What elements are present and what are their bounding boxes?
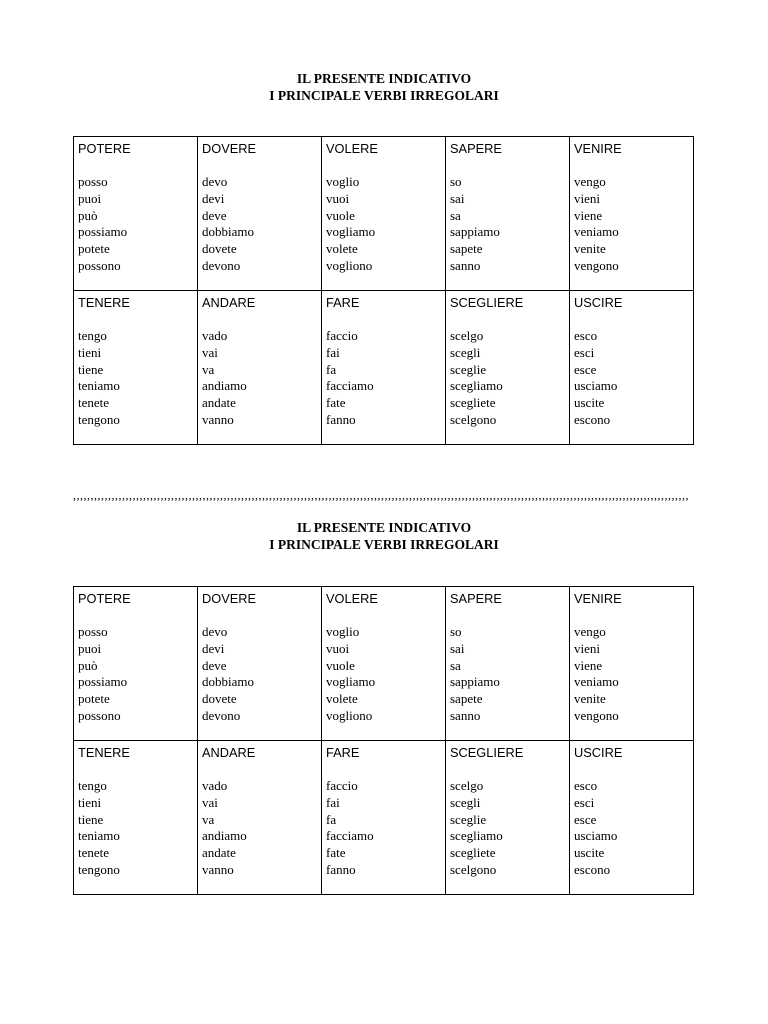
conjugated-form: dovete [202, 241, 237, 257]
verb-cell [198, 137, 322, 291]
conjugated-form: venite [574, 241, 606, 257]
verb-infinitive: ANDARE [202, 295, 256, 310]
verb-cell [198, 587, 322, 741]
verb-cell [198, 291, 322, 445]
conjugated-form: devono [202, 707, 241, 723]
verb-table-2 [73, 586, 694, 895]
conjugated-form: possono [78, 707, 121, 723]
conjugated-form: vogliono [326, 257, 373, 273]
conjugated-form: vanno [202, 411, 234, 427]
conjugated-form: viene [574, 657, 603, 673]
conjugated-form: andate [202, 395, 236, 411]
verb-cell [322, 587, 446, 741]
conjugated-form: fanno [326, 861, 356, 877]
conjugated-form: faccio [326, 328, 358, 343]
conjugated-form: uscite [574, 395, 605, 411]
conjugated-form: escono [574, 861, 611, 877]
verb-cell [74, 137, 198, 291]
conjugated-form: esce [574, 811, 597, 827]
conjugated-form: vengo [574, 174, 606, 189]
conjugated-form: veniamo [574, 674, 619, 690]
conjugated-form: devo [202, 624, 228, 639]
conjugated-form: possono [78, 257, 121, 273]
verb-infinitive: SCEGLIERE [450, 295, 524, 310]
title-line-2: I PRINCIPALE VERBI IRREGOLARI [269, 537, 499, 552]
conjugated-form: tiene [78, 361, 104, 377]
conjugated-form: va [202, 361, 215, 377]
verb-cell [570, 741, 694, 895]
conjugated-form: posso [78, 624, 108, 639]
conjugated-form: puoi [78, 640, 102, 656]
conjugated-form: vuole [326, 207, 355, 223]
verb-cell [570, 291, 694, 445]
conjugated-form: può [78, 657, 98, 673]
conjugated-form: sappiamo [450, 674, 500, 690]
verb-cell [446, 741, 570, 895]
conjugated-form: vanno [202, 861, 234, 877]
conjugated-form: tengo [78, 778, 107, 793]
verb-table-body [74, 137, 694, 445]
verb-infinitive: SAPERE [450, 591, 502, 606]
verb-infinitive: USCIRE [574, 295, 623, 310]
conjugated-form: vado [202, 328, 228, 343]
conjugated-form: voglio [326, 624, 360, 639]
conjugated-form: usciamo [574, 378, 618, 394]
verb-infinitive: VOLERE [326, 591, 378, 606]
verb-infinitive: VOLERE [326, 141, 378, 156]
conjugated-form: sa [450, 657, 461, 673]
conjugated-form: vogliamo [326, 674, 376, 690]
verb-cell [322, 291, 446, 445]
conjugated-form: tenete [78, 845, 110, 861]
conjugated-form: tenete [78, 395, 110, 411]
verb-cell [446, 587, 570, 741]
verb-cell [322, 741, 446, 895]
title-line-1: IL PRESENTE INDICATIVO [296, 71, 472, 86]
conjugated-form: scegliamo [450, 378, 503, 394]
verb-infinitive: SAPERE [450, 141, 502, 156]
conjugated-form: va [202, 811, 215, 827]
conjugated-form: vogliono [326, 707, 373, 723]
verb-cell [74, 741, 198, 895]
verb-infinitive: VENIRE [574, 591, 622, 606]
verb-infinitive: DOVERE [202, 141, 257, 156]
conjugated-form: volete [326, 241, 358, 257]
conjugated-form: sai [450, 640, 465, 656]
conjugated-form: devi [202, 190, 225, 206]
conjugated-form: andiamo [202, 828, 247, 844]
verb-infinitive: FARE [326, 295, 360, 310]
conjugated-form: esci [574, 794, 595, 810]
conjugated-form: fai [326, 344, 340, 360]
conjugated-form: sanno [450, 257, 481, 273]
conjugated-form: scelgono [450, 861, 497, 877]
verb-infinitive: VENIRE [574, 141, 622, 156]
conjugated-form: vengono [574, 707, 619, 723]
conjugated-form: deve [202, 657, 227, 673]
conjugated-form: tengono [78, 411, 120, 427]
verb-cell [446, 291, 570, 445]
conjugated-form: sapete [450, 691, 483, 707]
table-row [74, 741, 694, 895]
conjugated-form: fa [326, 361, 337, 377]
conjugated-form: veniamo [574, 224, 619, 240]
conjugated-form: vieni [574, 190, 600, 206]
conjugated-form: devono [202, 257, 241, 273]
verb-table-1 [73, 136, 694, 445]
table-row [74, 587, 694, 741]
conjugated-form: sanno [450, 707, 481, 723]
conjugated-form: esco [574, 328, 598, 343]
conjugated-form: vengono [574, 257, 619, 273]
conjugated-form: fate [326, 845, 346, 861]
block-2-title [0, 519, 768, 553]
conjugated-form: dovete [202, 691, 237, 707]
conjugated-form: tengo [78, 328, 107, 343]
conjugated-form: andate [202, 845, 236, 861]
conjugated-form: teniamo [78, 378, 120, 394]
verb-infinitive: POTERE [78, 141, 131, 156]
conjugated-form: puoi [78, 190, 102, 206]
conjugated-form: viene [574, 207, 603, 223]
conjugated-form: facciamo [326, 828, 374, 844]
conjugated-form: posso [78, 174, 108, 189]
conjugated-form: esce [574, 361, 597, 377]
conjugated-form: scegliamo [450, 828, 503, 844]
verb-cell [74, 291, 198, 445]
verb-infinitive: ANDARE [202, 745, 256, 760]
verb-infinitive: USCIRE [574, 745, 623, 760]
verb-cell [570, 137, 694, 291]
conjugated-form: volete [326, 691, 358, 707]
verb-cell [322, 137, 446, 291]
verb-infinitive: SCEGLIERE [450, 745, 524, 760]
conjugated-form: possiamo [78, 674, 128, 690]
conjugated-form: esci [574, 344, 595, 360]
conjugated-form: fanno [326, 411, 356, 427]
conjugated-form: teniamo [78, 828, 120, 844]
conjugated-form: vengo [574, 624, 606, 639]
separator-line: ,,,,,,,,,,,,,,,,,,,,,,,,,,,,,,,,,,,,,,,,,,,,,,,,,,,,,,,,,,,,,,,,,,,,,,,,,,,,,,,,,,,,,,,,,,,,,,,,,,,,,,,,,,,,,,,,,,,,,,,,,,,,,,,,,,,,,,,,,,,,,,,,,,,,,,,,,,,,,,,,,,,,,,,,,,,,,,,, [73, 488, 689, 502]
conjugated-form: fai [326, 794, 340, 810]
verb-cell [570, 587, 694, 741]
verb-infinitive: FARE [326, 745, 360, 760]
verb-cell [198, 741, 322, 895]
conjugated-form: potete [78, 691, 110, 707]
conjugated-form: faccio [326, 778, 358, 793]
conjugated-form: esco [574, 778, 598, 793]
conjugated-form: potete [78, 241, 110, 257]
table-row [74, 137, 694, 291]
conjugated-form: fate [326, 395, 346, 411]
conjugated-form: vai [202, 794, 218, 810]
conjugated-form: facciamo [326, 378, 374, 394]
conjugated-form: sa [450, 207, 461, 223]
verb-infinitive: TENERE [78, 745, 130, 760]
conjugated-form: scelgo [450, 328, 484, 343]
verb-infinitive: POTERE [78, 591, 131, 606]
conjugated-form: tieni [78, 794, 102, 810]
conjugated-form: può [78, 207, 98, 223]
conjugated-form: sceglie [450, 361, 487, 377]
conjugated-form: vuoi [326, 190, 350, 206]
verb-infinitive: DOVERE [202, 591, 257, 606]
conjugated-form: escono [574, 411, 611, 427]
verb-table-body [74, 587, 694, 895]
conjugated-form: uscite [574, 845, 605, 861]
conjugated-form: devi [202, 640, 225, 656]
conjugated-form: sai [450, 190, 465, 206]
conjugated-form: scegliete [450, 395, 496, 411]
conjugated-form: deve [202, 207, 227, 223]
conjugated-form: tieni [78, 344, 102, 360]
title-line-2: I PRINCIPALE VERBI IRREGOLARI [269, 88, 499, 103]
conjugated-form: scegli [450, 794, 481, 810]
verb-cell [446, 137, 570, 291]
conjugated-form: scegli [450, 344, 481, 360]
conjugated-form: vieni [574, 640, 600, 656]
conjugated-form: usciamo [574, 828, 618, 844]
conjugated-form: fa [326, 811, 337, 827]
conjugated-form: scegliete [450, 845, 496, 861]
conjugated-form: scelgo [450, 778, 484, 793]
conjugated-form: vuole [326, 657, 355, 673]
conjugated-form: tengono [78, 861, 120, 877]
conjugated-form: andiamo [202, 378, 247, 394]
table-row [74, 291, 694, 445]
conjugated-form: dobbiamo [202, 224, 254, 240]
block-1-title [0, 70, 768, 104]
conjugated-form: sappiamo [450, 224, 500, 240]
conjugated-form: venite [574, 691, 606, 707]
conjugated-form: so [450, 174, 462, 189]
verb-infinitive: TENERE [78, 295, 130, 310]
conjugated-form: vogliamo [326, 224, 376, 240]
conjugated-form: sceglie [450, 811, 487, 827]
conjugated-form: vai [202, 344, 218, 360]
conjugated-form: scelgono [450, 411, 497, 427]
conjugated-form: voglio [326, 174, 360, 189]
conjugated-form: vuoi [326, 640, 350, 656]
conjugated-form: devo [202, 174, 228, 189]
conjugated-form: possiamo [78, 224, 128, 240]
conjugated-form: sapete [450, 241, 483, 257]
conjugated-form: tiene [78, 811, 104, 827]
title-line-1: IL PRESENTE INDICATIVO [296, 520, 472, 535]
conjugated-form: so [450, 624, 462, 639]
verb-cell [74, 587, 198, 741]
conjugated-form: dobbiamo [202, 674, 254, 690]
conjugated-form: vado [202, 778, 228, 793]
